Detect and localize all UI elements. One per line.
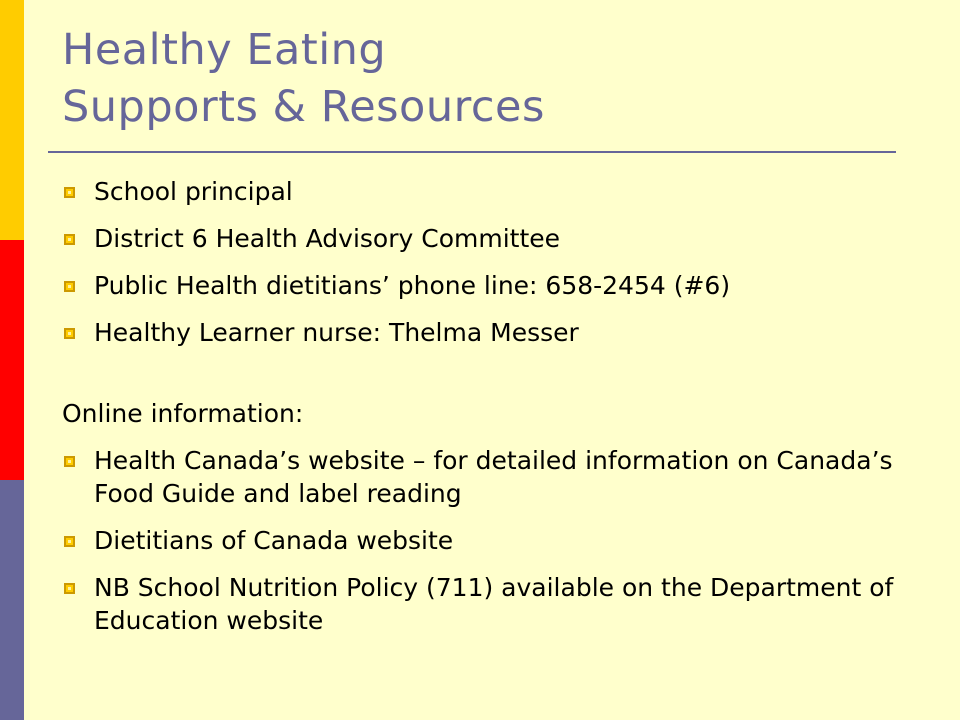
list-item: [62, 269, 932, 302]
title-line-2: Supports & Resources: [62, 82, 545, 132]
square-bullet-icon: [64, 281, 75, 292]
list-item: [62, 316, 932, 349]
title-divider: [48, 151, 896, 153]
square-bullet-icon: [64, 583, 75, 594]
list-item-text: Dietitians of Canada website: [94, 526, 454, 555]
square-bullet-icon: [64, 456, 75, 467]
accent-bar-yellow: [0, 0, 24, 240]
list-item-text: District 6 Health Advisory Committee: [94, 224, 561, 253]
square-bullet-icon: [64, 536, 75, 547]
supports-list: [62, 175, 932, 349]
square-bullet-icon: [64, 187, 75, 198]
online-information-heading: Online information:: [62, 399, 304, 428]
list-item-text: School principal: [94, 177, 293, 206]
list-item: [62, 222, 932, 255]
accent-bar-red: [0, 240, 24, 480]
list-item: [62, 444, 932, 510]
square-bullet-icon: [64, 328, 75, 339]
list-item-text: Public Health dietitians’ phone line: 658-2454 (#6): [94, 271, 731, 300]
list-item-text: Healthy Learner nurse: Thelma Messer: [94, 318, 579, 347]
list-item: [62, 175, 932, 208]
slide-body: [62, 175, 932, 651]
title-line-1: Healthy Eating: [62, 25, 387, 75]
square-bullet-icon: [64, 234, 75, 245]
list-item-text: NB School Nutrition Policy (711) available on the Department of Education website: [94, 573, 894, 635]
slide-title: [62, 22, 545, 136]
list-item: [62, 571, 932, 637]
list-item: [62, 524, 932, 557]
online-resources-list: [62, 444, 932, 637]
accent-bar-slate: [0, 480, 24, 720]
list-item-text: Health Canada’s website – for detailed information on Canada’s Food Guide and label reading: [94, 446, 893, 508]
